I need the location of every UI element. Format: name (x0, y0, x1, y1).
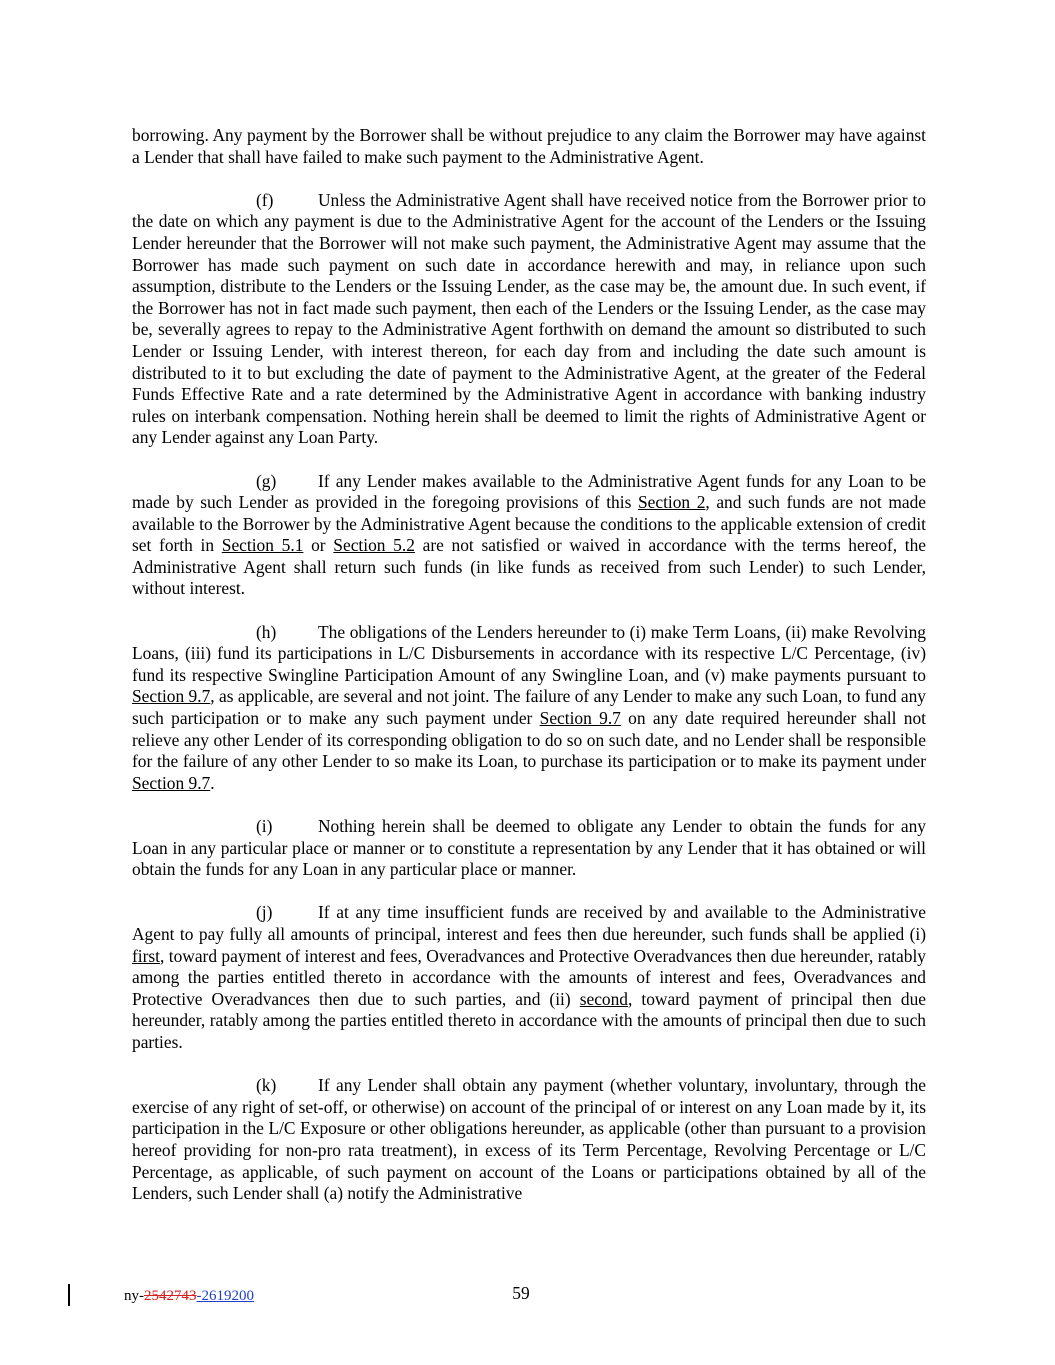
cross-reference: first (132, 945, 161, 966)
paragraph-text: The obligations of the Lenders hereunder to (i) make Term Loans, (ii) make Revolving Loans, (iii) fund its participations in L/C Disbursements in accordance with its respective L/C Percentage, (iv) fund its respective Swingline Participation Amount of any Swingline Loan, and (v) make payments pursuant to (132, 621, 926, 685)
paragraph-text: If at any time insufficient funds are received by and available to the Administrative Agent to pay fully all amounts of principal, interest and fees then due hereunder, such funds shall be applied (i) (132, 902, 926, 944)
document-id (124, 1287, 254, 1305)
paragraph (132, 471, 926, 601)
paragraph-text: , toward payment of principal then due hereunder, ratably among the parties entitled thereto in accordance with the amounts of principal then due to such parties. (132, 988, 926, 1052)
paragraph-text: . (210, 772, 215, 793)
paragraph-text: If any Lender makes available to the Administrative Agent funds for any Loan to be made by such Lender as provided in the foregoing provisions of this (132, 470, 926, 513)
change-bar (68, 1284, 70, 1306)
cross-reference: second (579, 988, 628, 1009)
paragraph (132, 902, 926, 1053)
paragraph (132, 816, 926, 881)
doc-id-inserted: -2619200 (196, 1288, 254, 1304)
cross-reference: Section 9.7 (132, 686, 211, 707)
paragraph-text: , and such funds are not made available to the Borrower by the Administrative Agent because the conditions to the applicable extension of credit set forth in (132, 492, 926, 556)
cross-reference: Section 5.2 (333, 535, 415, 556)
body-text (132, 125, 926, 1205)
paragraph-text: , toward payment of interest and fees, Overadvances and Protective Overadvances then due hereunder, ratably among the parties entitled thereto in accordance with the amounts of interest and fees, Overadvances and Protective Overadvances then due to such parties, and (ii) (132, 945, 926, 1009)
paragraph-label: (h) (256, 621, 277, 642)
paragraph-label: (i) (256, 816, 273, 836)
paragraph-text: Nothing herein shall be deemed to obligate any Lender to obtain the funds for any Loan in any particular place or manner or to constitute a representation by any Lender that it has obtained or will obtain the funds for any Loan in any particular place or manner. (132, 816, 926, 880)
paragraph (132, 190, 926, 449)
paragraph-label: (f) (256, 189, 274, 210)
paragraph-label: (k) (256, 1075, 277, 1096)
paragraph-text: are not satisfied or waived in accordance with the terms hereof, the Administrative Agent shall return such funds (in like funds as received from such Lender) to such Lender, without interest. (132, 535, 927, 599)
cross-reference: Section 2 (637, 492, 706, 513)
paragraph-text: If any Lender shall obtain any payment (whether voluntary, involuntary, through the exercise of any right of set-off, or otherwise) on account of the principal of or interest on any Loan made by it, its participation in the L/C Exposure or other obligations hereunder, as applicable (other than pursuant to a provision hereof providing for non-pro rata treatment), in excess of its Term Percentage, Revolving Percentage or L/C Percentage, as applicable, of such payment on account of the Loans or participations obtained by all of the Lenders, such Lender shall (a) notify the Administrative (132, 1075, 926, 1204)
paragraph-label: (j) (256, 902, 273, 923)
paragraph (132, 1075, 926, 1205)
paragraph-text: or (303, 535, 334, 556)
paragraph-text: on any date required hereunder shall not relieve any other Lender of its corresponding obligation to do so on such date, and no Lender shall be responsible for the failure of any other Lender to so make its Loan, to purchase its participation or to make its payment under (132, 708, 926, 772)
paragraph-text: borrowing. Any payment by the Borrower shall be without prejudice to any claim the Borrower may have against a Lender that shall have failed to make such payment to the Administrative Agent. (132, 125, 926, 167)
paragraph-text: , as applicable, are several and not joint. The failure of any Lender to make any such Loan, to fund any such participation or to make any such payment under (132, 686, 927, 729)
page-number: 59 (512, 1283, 530, 1303)
doc-id-deleted: 2542743 (144, 1288, 197, 1304)
paragraph-label: (g) (256, 470, 277, 491)
doc-id-prefix: ny- (124, 1288, 144, 1304)
cross-reference: Section 9.7 (539, 708, 621, 729)
cross-reference: Section 5.1 (221, 535, 304, 556)
paragraph (132, 622, 926, 795)
paragraph-text: Unless the Administrative Agent shall have received notice from the Borrower prior to the date on which any payment is due to the Administrative Agent for the account of the Lenders or the Issuing Lender hereunder that the Borrower will not make such payment, the Administrative Agent may assume that the Borrower has made such payment on such date in accordance herewith and may, in reliance upon such assumption, distribute to the Lenders or the Issuing Lender, as the case may be, the amount due. In such event, if the Borrower has not in fact made such payment, then each of the Lenders or the Issuing Lender, as the case may be, severally agrees to repay to the Administrative Agent forthwith on demand the amount so distributed to such Lender or Issuing Lender, with interest thereon, for each day from and including the date such amount is distributed to it to but excluding the date of payment to the Administrative Agent, at the greater of the Federal Funds Effective Rate and a rate determined by the Administrative Agent in accordance with banking industry rules on interbank compensation. Nothing herein shall be deemed to limit the rights of Administrative Agent or any Lender against any Loan Party. (132, 189, 926, 448)
cross-reference: Section 9.7 (132, 772, 211, 793)
paragraph (132, 125, 926, 168)
